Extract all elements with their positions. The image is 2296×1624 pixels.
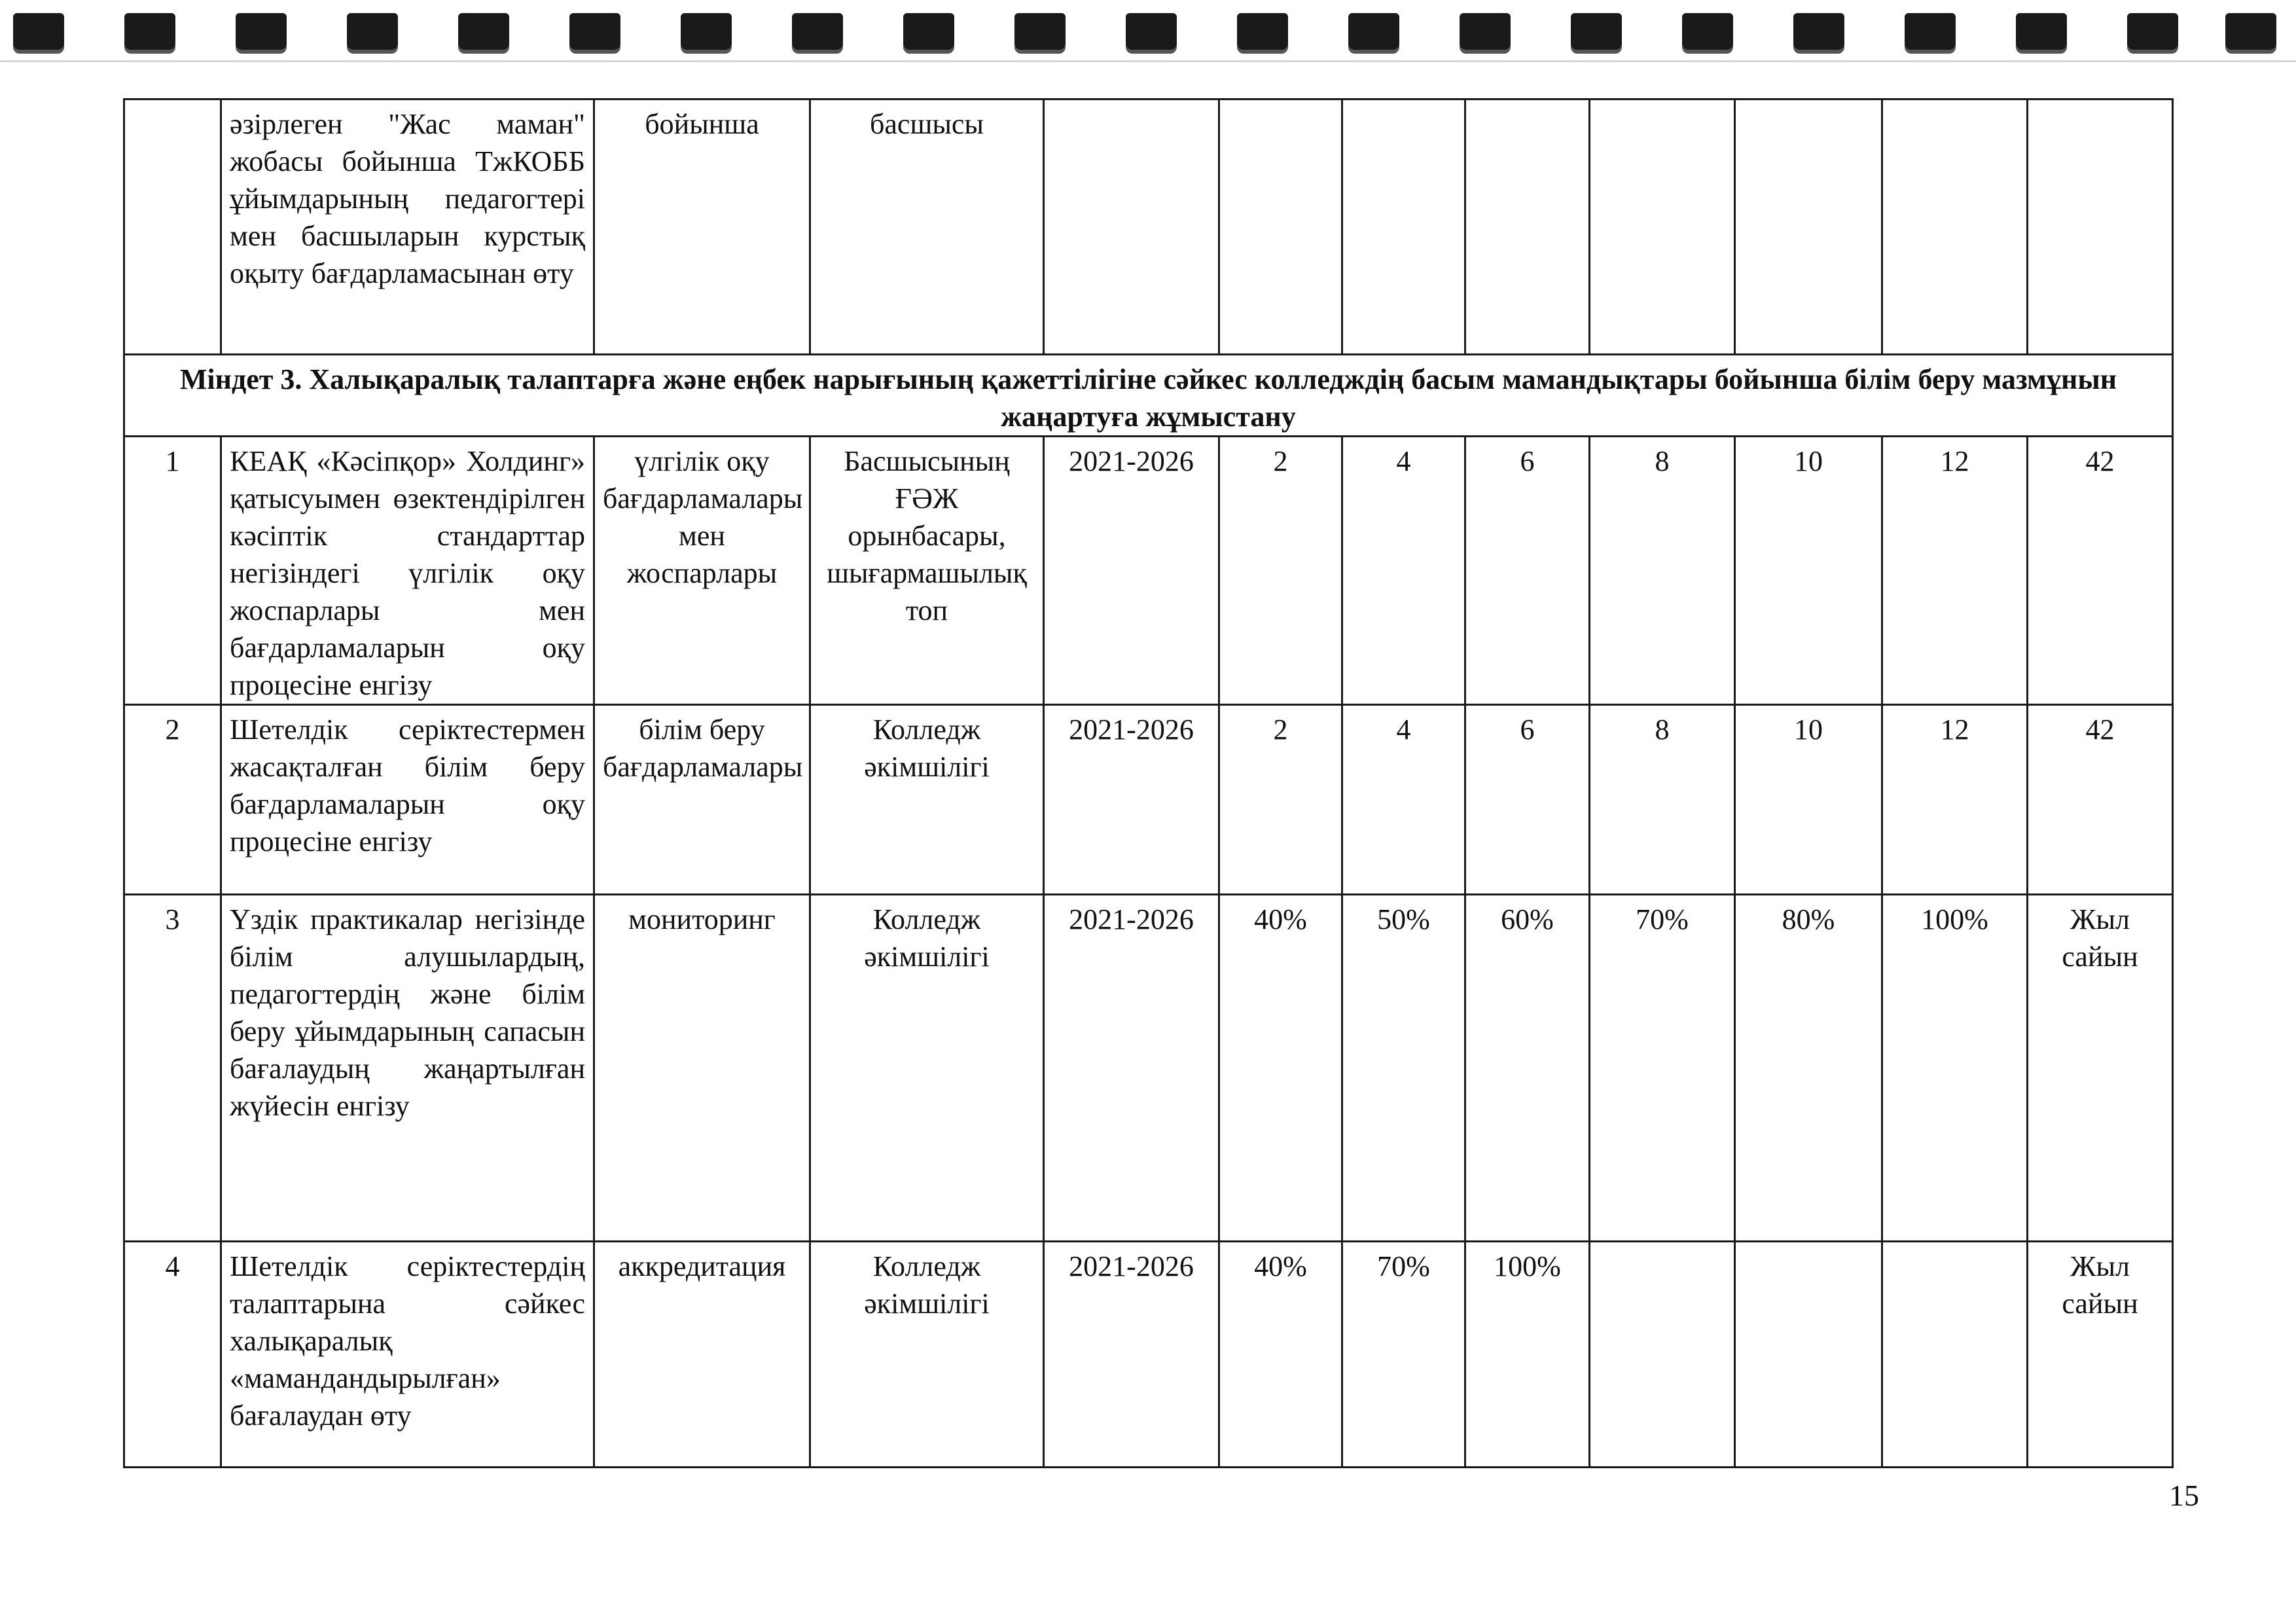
binder-hole (1571, 13, 1622, 50)
value-cell-2023 (1465, 99, 1590, 355)
plan-table (123, 98, 2174, 1468)
binder-hole (347, 13, 398, 50)
binder-hole (2016, 13, 2067, 50)
value-cell-2022: 4 (1342, 437, 1465, 705)
row-number: 1 (124, 437, 221, 705)
value-cell-total: Жыл сайын (2028, 1242, 2173, 1468)
binder-hole (1682, 13, 1733, 50)
value-cell-2026 (1882, 1242, 2028, 1468)
binder-hole (458, 13, 509, 50)
value-cell-2021: 2 (1219, 705, 1342, 895)
table-row (124, 895, 2173, 1242)
responsible-cell: Басшысының ҒӘЖ орынбасары, шығармашылық топ (810, 437, 1044, 705)
value-cell-2025: 80% (1735, 895, 1882, 1242)
value-cell-total: 42 (2028, 437, 2173, 705)
value-cell-2026: 100% (1882, 895, 2028, 1242)
binder-hole (124, 13, 175, 50)
table-row (124, 1242, 2173, 1468)
value-cell-2025 (1735, 99, 1882, 355)
value-cell-total: 42 (2028, 705, 2173, 895)
binder-hole (1793, 13, 1844, 50)
value-cell-2022 (1342, 99, 1465, 355)
value-cell-2023: 100% (1465, 1242, 1590, 1468)
binder-hole (1237, 13, 1288, 50)
binder-hole (13, 13, 64, 50)
value-cell-2026: 12 (1882, 705, 2028, 895)
value-cell-2022: 4 (1342, 705, 1465, 895)
binder-hole (1460, 13, 1511, 50)
responsible-cell: Колледж әкімшілігі (810, 1242, 1044, 1468)
value-cell-2021 (1219, 99, 1342, 355)
binder-hole (2225, 13, 2276, 50)
page-top-edge (0, 60, 2296, 62)
row-number: 3 (124, 895, 221, 1242)
task-heading: Міндет 3. Халықаралық талаптарға және еңбек нарығының қажеттілігіне сәйкес колледждің басым мамандықтары бойынша білім беру мазмұнын жаңартуға жұмыстану (124, 355, 2173, 437)
binder-hole (1014, 13, 1066, 50)
form-cell: аккредитация (594, 1242, 810, 1468)
binder-hole (1348, 13, 1399, 50)
responsible-cell: Колледж әкімшілігі (810, 895, 1044, 1242)
period-cell: 2021-2026 (1044, 1242, 1219, 1468)
value-cell-2024: 8 (1590, 705, 1735, 895)
responsible-cell: Колледж әкімшілігі (810, 705, 1044, 895)
value-cell-2022: 70% (1342, 1242, 1465, 1468)
period-cell: 2021-2026 (1044, 437, 1219, 705)
value-cell-2024: 70% (1590, 895, 1735, 1242)
period-cell: 2021-2026 (1044, 705, 1219, 895)
value-cell-2022: 50% (1342, 895, 1465, 1242)
binder-hole (792, 13, 843, 50)
value-cell-2025: 10 (1735, 705, 1882, 895)
table-row (124, 437, 2173, 705)
form-cell: білім беру бағдарламалары (594, 705, 810, 895)
value-cell-2023: 60% (1465, 895, 1590, 1242)
value-cell-2021: 40% (1219, 1242, 1342, 1468)
period-cell (1044, 99, 1219, 355)
value-cell-total: Жыл сайын (2028, 895, 2173, 1242)
activity-cell: Үздік практикалар негізінде білім алушылардың, педагогтердің және білім беру ұйымдарының сапасын бағалаудың жаңартылған жүйесін енгізу (221, 895, 594, 1242)
binder-hole (236, 13, 287, 50)
form-cell: бойынша (594, 99, 810, 355)
page-number: 15 (2169, 1479, 2199, 1512)
binder-hole (681, 13, 732, 50)
form-cell: үлгілік оқу бағдарламалары мен жоспарлары (594, 437, 810, 705)
activity-cell: Шетелдік серіктестермен жасақталған білім беру бағдарламаларын оқу процесіне енгізу (221, 705, 594, 895)
binder-hole (1905, 13, 1956, 50)
period-cell: 2021-2026 (1044, 895, 1219, 1242)
activity-cell: Шетелдік серіктестердің талаптарына сәйкес халықаралық «мамандандырылған» бағалаудан өту (221, 1242, 594, 1468)
binder-hole (2127, 13, 2178, 50)
responsible-cell: басшысы (810, 99, 1044, 355)
value-cell-2021: 40% (1219, 895, 1342, 1242)
value-cell-2024 (1590, 99, 1735, 355)
value-cell-total (2028, 99, 2173, 355)
activity-cell: КЕАҚ «Кәсіпқор» Холдинг» қатысуымен өзектендірілген кәсіптік стандарттар негізіндегі үлгілік оқу жоспарлары мен бағдарламаларын оқу процесіне енгізу (221, 437, 594, 705)
value-cell-2021: 2 (1219, 437, 1342, 705)
row-number: 4 (124, 1242, 221, 1468)
value-cell-2025 (1735, 1242, 1882, 1468)
value-cell-2024: 8 (1590, 437, 1735, 705)
row-number: 2 (124, 705, 221, 895)
task-heading-row (124, 355, 2173, 437)
binder-hole (569, 13, 620, 50)
binder-hole (1126, 13, 1177, 50)
activity-cell: әзірлеген "Жас маман" жобасы бойынша ТжКОББ ұйымдарының педагогтері мен басшыларын курстық оқыту бағдарламасынан өту (221, 99, 594, 355)
row-number (124, 99, 221, 355)
value-cell-2023: 6 (1465, 705, 1590, 895)
table-row-continuation (124, 99, 2173, 355)
value-cell-2023: 6 (1465, 437, 1590, 705)
form-cell: мониторинг (594, 895, 810, 1242)
value-cell-2024 (1590, 1242, 1735, 1468)
value-cell-2026: 12 (1882, 437, 2028, 705)
value-cell-2026 (1882, 99, 2028, 355)
binder-hole (903, 13, 954, 50)
value-cell-2025: 10 (1735, 437, 1882, 705)
binder-holes-strip (0, 0, 2296, 52)
table-row (124, 705, 2173, 895)
